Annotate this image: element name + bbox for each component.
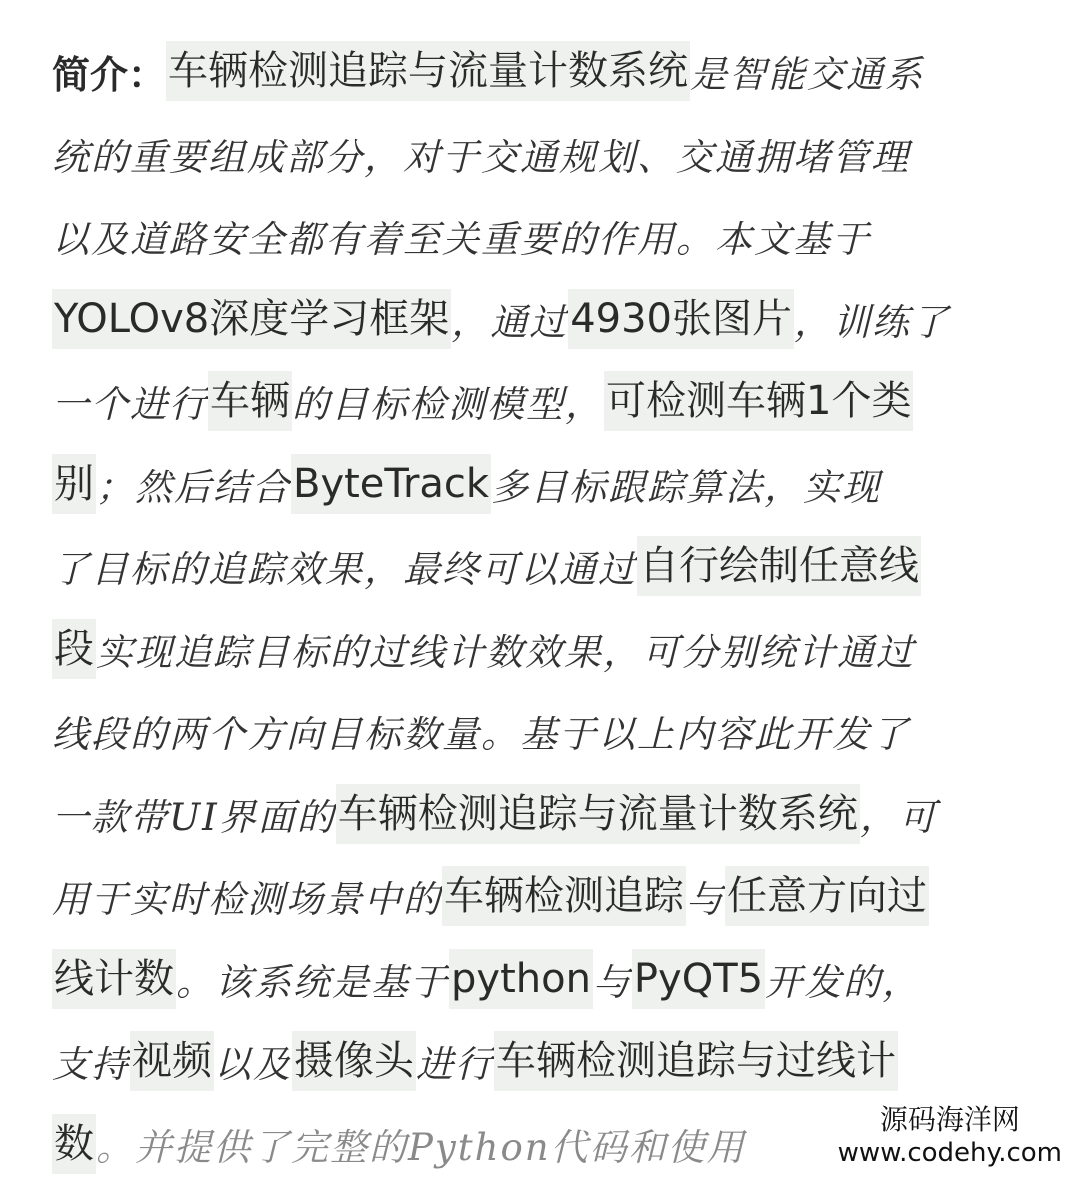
text-segment: 多目标跟踪算法，实现 <box>491 457 881 511</box>
highlighted-phrase: 任意方向过 <box>725 866 929 926</box>
text-segment: 统的重要组成部分，对于交通规划、交通拥堵管理 <box>52 127 910 181</box>
highlighted-phrase: 别 <box>52 454 96 514</box>
highlighted-phrase: YOLOv8深度学习框架 <box>52 289 451 349</box>
text-segment: 线段的两个方向目标数量。基于以上内容此开发了 <box>52 704 910 758</box>
highlighted-phrase: PyQT5 <box>632 949 765 1009</box>
text-segment: 支持 <box>52 1034 130 1088</box>
highlighted-phrase: 可检测车辆1个类 <box>604 371 913 431</box>
highlighted-phrase: 线计数 <box>52 949 176 1009</box>
text-segment: 一款带UI界面的 <box>52 787 336 841</box>
highlighted-phrase: 车辆检测追踪与流量计数系统 <box>336 784 860 844</box>
text-line <box>52 525 1012 608</box>
highlighted-phrase: 车辆检测追踪 <box>442 866 686 926</box>
text-segment: 用于实时检测场景中的 <box>52 869 442 923</box>
highlighted-phrase: 简介： <box>52 44 166 99</box>
text-segment: 了目标的追踪效果，最终可以通过 <box>52 539 637 593</box>
text-segment: 实现追踪目标的过线计数效果，可分别统计通过 <box>96 622 915 676</box>
text-line <box>52 773 1012 856</box>
text-segment: ，通过 <box>451 292 568 346</box>
text-segment: ，训练了 <box>794 292 950 346</box>
text-line <box>52 690 1012 773</box>
highlighted-phrase: python <box>449 949 593 1009</box>
text-line <box>52 608 1012 691</box>
text-line <box>52 855 1012 938</box>
text-line <box>52 30 1012 113</box>
text-line <box>52 938 1012 1021</box>
text-segment: 一个进行 <box>52 374 208 428</box>
text-line <box>52 278 1012 361</box>
watermark-title: 源码海洋网 <box>838 1098 1062 1138</box>
highlighted-phrase: 数 <box>52 1114 96 1174</box>
highlighted-phrase: 自行绘制任意线 <box>637 536 921 596</box>
highlighted-phrase: 4930张图片 <box>568 289 794 349</box>
intro-document <box>52 30 1012 1185</box>
text-segment: 。该系统是基于 <box>176 952 449 1006</box>
highlighted-phrase: ByteTrack <box>291 454 491 514</box>
highlighted-phrase: 车辆检测追踪与过线计 <box>494 1031 898 1091</box>
text-segment: 开发的， <box>765 952 921 1006</box>
text-segment: 进行 <box>416 1034 494 1088</box>
highlighted-phrase: 摄像头 <box>292 1031 416 1091</box>
highlighted-phrase: 视频 <box>130 1031 214 1091</box>
text-segment: 。并提供了完整的Python代码和使用 <box>96 1117 746 1171</box>
text-segment: 与 <box>593 952 632 1006</box>
text-segment: ；然后结合 <box>96 457 291 511</box>
text-line <box>52 195 1012 278</box>
site-watermark <box>832 1094 1068 1172</box>
text-segment: 的目标检测模型， <box>292 374 604 428</box>
text-segment: 以及道路安全都有着至关重要的作用。本文基于 <box>52 209 871 263</box>
text-line <box>52 360 1012 443</box>
watermark-url: www.codehy.com <box>838 1138 1062 1168</box>
text-segment: ，可 <box>860 787 938 841</box>
highlighted-phrase: 段 <box>52 619 96 679</box>
highlighted-phrase: 车辆检测追踪与流量计数系统 <box>166 41 690 101</box>
text-line <box>52 1020 1012 1103</box>
text-segment: 与 <box>686 869 725 923</box>
text-line <box>52 443 1012 526</box>
text-segment: 是智能交通系 <box>690 44 924 98</box>
text-segment: 以及 <box>214 1034 292 1088</box>
text-line <box>52 113 1012 196</box>
highlighted-phrase: 车辆 <box>208 371 292 431</box>
